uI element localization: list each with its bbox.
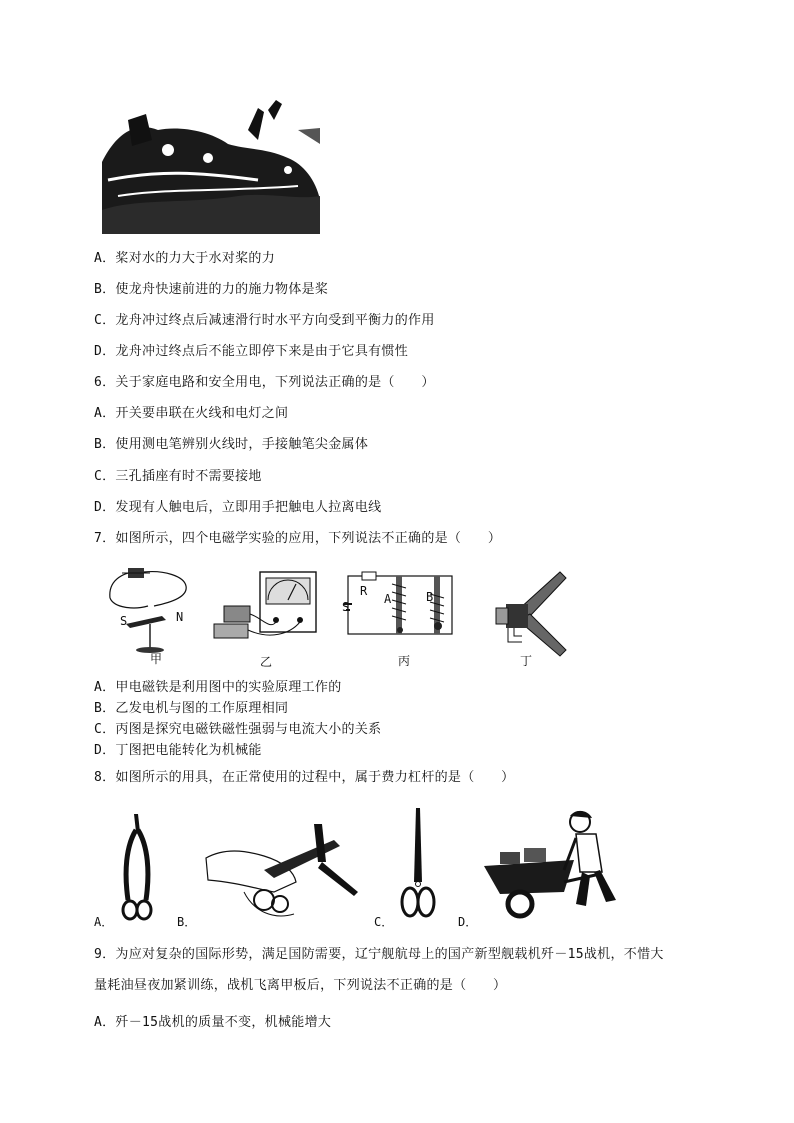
q8-stem: 8．如图所示的用具，在正常使用的过程中，属于费力杠杆的是（ ） <box>94 770 515 785</box>
q9-option-a: A．歼－15战机的质量不变，机械能增大 <box>94 1015 332 1030</box>
q8-label-d: D． <box>458 915 478 929</box>
q9-stem-line2: 量耗油昼夜加紧训练，战机飞离甲板后，下列说法不正确的是（ ） <box>94 978 507 993</box>
q8-figure-a-pliers <box>116 812 160 924</box>
q6-option-d: D．发现有人触电后，立即用手把触电人拉离电线 <box>94 500 382 515</box>
q7-letter-r: R <box>360 584 368 598</box>
q6-option-a: A．开关要串联在火线和电灯之间 <box>94 406 289 421</box>
q7-label-ding: 丁 <box>520 654 533 668</box>
q7-figure-ding <box>478 568 578 664</box>
q8-label-a: A． <box>94 915 114 929</box>
q7-label-jia: 甲 <box>150 652 163 666</box>
q7-label-bing: 丙 <box>398 654 411 668</box>
q5-option-c: C．龙舟冲过终点后减速滑行时水平方向受到平衡力的作用 <box>94 313 435 328</box>
q5-option-b: B．使龙舟快速前进的力的施力物体是桨 <box>94 282 329 297</box>
q8-label-b: B． <box>177 915 197 929</box>
dragon-boat-photo <box>98 100 324 234</box>
q7-option-d: D．丁图把电能转化为机械能 <box>94 743 262 758</box>
q7-stem: 7．如图所示，四个电磁学实验的应用，下列说法不正确的是（ ） <box>94 531 502 546</box>
q7-letter-b: B <box>426 590 434 604</box>
q7-letter-s2: S <box>342 600 350 614</box>
q8-label-c: C． <box>374 915 394 929</box>
q5-option-a: A．桨对水的力大于水对桨的力 <box>94 251 276 266</box>
q7-option-b: B．乙发电机与图的工作原理相同 <box>94 701 289 716</box>
q7-option-a: A．甲电磁铁是利用图中的实验原理工作的 <box>94 680 342 695</box>
q9-stem-line1: 9．为应对复杂的国际形势，满足国防需要，辽宁舰航母上的国产新型舰载机歼－15战机，不惜大 <box>94 947 664 962</box>
q5-option-d: D．龙舟冲过终点后不能立即停下来是由于它具有惯性 <box>94 344 409 359</box>
q7-figure-bing <box>340 570 460 650</box>
q6-option-c: C．三孔插座有时不需要接地 <box>94 469 262 484</box>
q7-option-c: C．丙图是探究电磁铁磁性强弱与电流大小的关系 <box>94 722 382 737</box>
q7-label-yi: 乙 <box>260 655 273 669</box>
q8-figure-c-scissors <box>396 806 440 924</box>
q7-letter-a: A <box>384 592 392 606</box>
q6-stem: 6．关于家庭电路和安全用电，下列说法正确的是（ ） <box>94 375 435 390</box>
q8-figure-b-shears <box>204 822 364 922</box>
q6-option-b: B．使用测电笔辨别火线时，手接触笔尖金属体 <box>94 437 369 452</box>
q7-letter-s: S <box>120 614 128 628</box>
q7-figure-yi <box>210 570 320 668</box>
q8-figure-d-wheelbarrow <box>480 808 632 920</box>
q7-letter-n: N <box>176 610 184 624</box>
